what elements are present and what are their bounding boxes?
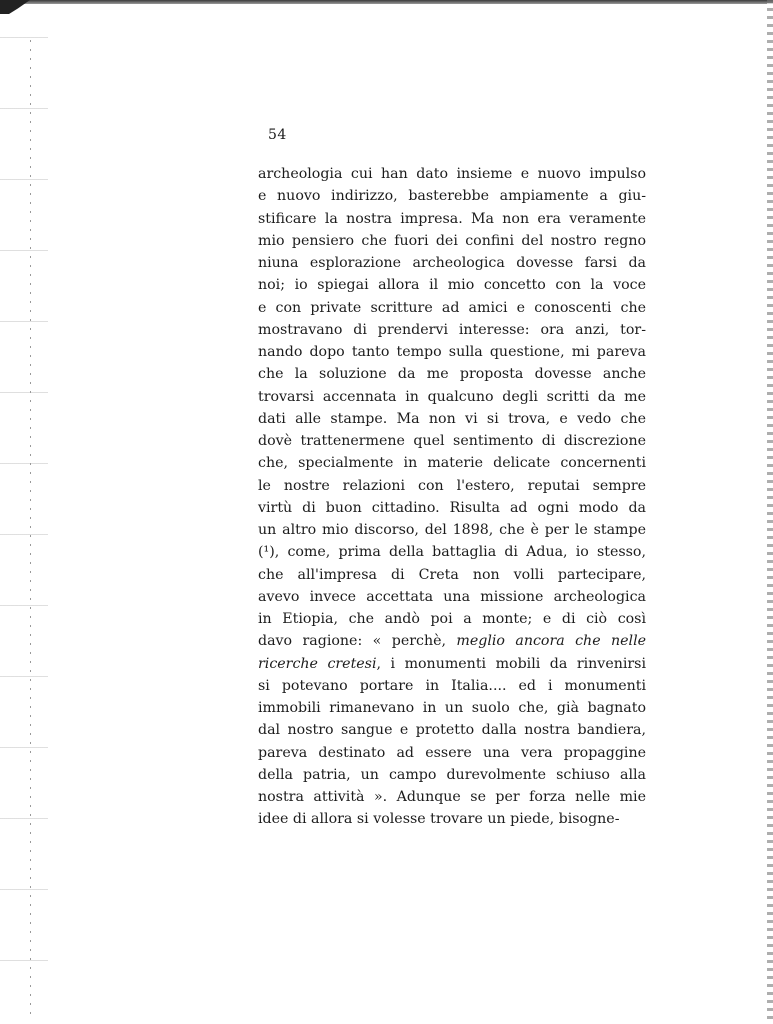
text-line: pareva destinato ad essere una vera propaggine: [258, 744, 646, 761]
text-line: dovè trattenermene quel sentimento di discrezione: [258, 433, 646, 449]
scan-left-margin-artifact: [0, 0, 48, 1024]
text-line: idee di allora si volesse trovare un piede, bisogne-: [258, 811, 620, 828]
page-number: 54: [268, 127, 287, 143]
italic-phrase: meglio ancora che nelle: [456, 633, 647, 650]
text-line: un altro mio discorso, del 1898, che è per le stampe: [258, 522, 646, 538]
scan-top-edge: [0, 0, 773, 4]
text-line: si potevano portare in Italia.... ed i monumenti: [258, 677, 646, 694]
italic-phrase: ricerche cretesi: [258, 655, 377, 672]
scan-right-edge: [767, 0, 773, 1024]
text-line: mio pensiero che fuori dei confini del nostro regno: [258, 232, 646, 249]
text-line: ricerche cretesi, i monumenti mobili da rinvenirsi: [258, 655, 646, 672]
text-line: dal nostro sangue e protetto dalla nostra bandiera,: [258, 722, 646, 739]
text-line: in Etiopia, che andò poi a monte; e di ciò così: [258, 611, 646, 627]
scan-left-dotted-edge: [30, 40, 31, 1020]
body-text: [258, 163, 646, 831]
text-line: davo ragione: « perchè, meglio ancora che nelle: [258, 633, 647, 650]
text-line: che, specialmente in materie delicate concernenti: [258, 455, 646, 472]
text-line: mostravano di prendervi interesse: ora anzi, tor-: [258, 321, 646, 338]
text-line: nostra attività ». Adunque se per forza nelle mie: [258, 789, 646, 805]
text-line: archeologia cui han dato insieme e nuovo impulso: [258, 166, 646, 182]
text-line: che la soluzione da me proposta dovesse anche: [258, 366, 646, 383]
text-line: e con private scritture ad amici e conoscenti che: [258, 299, 646, 316]
text-line: virtù di buon cittadino. Risulta ad ogni modo da: [258, 499, 646, 516]
text-line: avevo invece accettata una missione archeologica: [258, 588, 646, 605]
text-line: della patria, un campo durevolmente schiuso alla: [258, 766, 646, 783]
text-line: immobili rimanevano in un suolo che, già bagnato: [258, 700, 646, 716]
text-line: noi; io spiegai allora il mio concetto con la voce: [258, 277, 646, 294]
text-line: e nuovo indirizzo, basterebbe ampiamente a giu-: [258, 188, 646, 205]
text-line: trovarsi accennata in qualcuno degli scritti da me: [258, 388, 646, 405]
text-line: stificare la nostra impresa. Ma non era veramente: [258, 210, 646, 227]
text-line: niuna esplorazione archeologica dovesse farsi da: [258, 255, 646, 271]
text-line: che all'impresa di Creta non volli partecipare,: [258, 566, 646, 583]
text-line: (¹), come, prima della battaglia di Adua, io stesso,: [258, 544, 646, 561]
text-line: nando dopo tanto tempo sulla questione, mi pareva: [258, 344, 646, 360]
text-line: dati alle stampe. Ma non vi si trova, e vedo che: [258, 410, 646, 427]
text-line: le nostre relazioni con l'estero, reputai sempre: [258, 477, 646, 494]
